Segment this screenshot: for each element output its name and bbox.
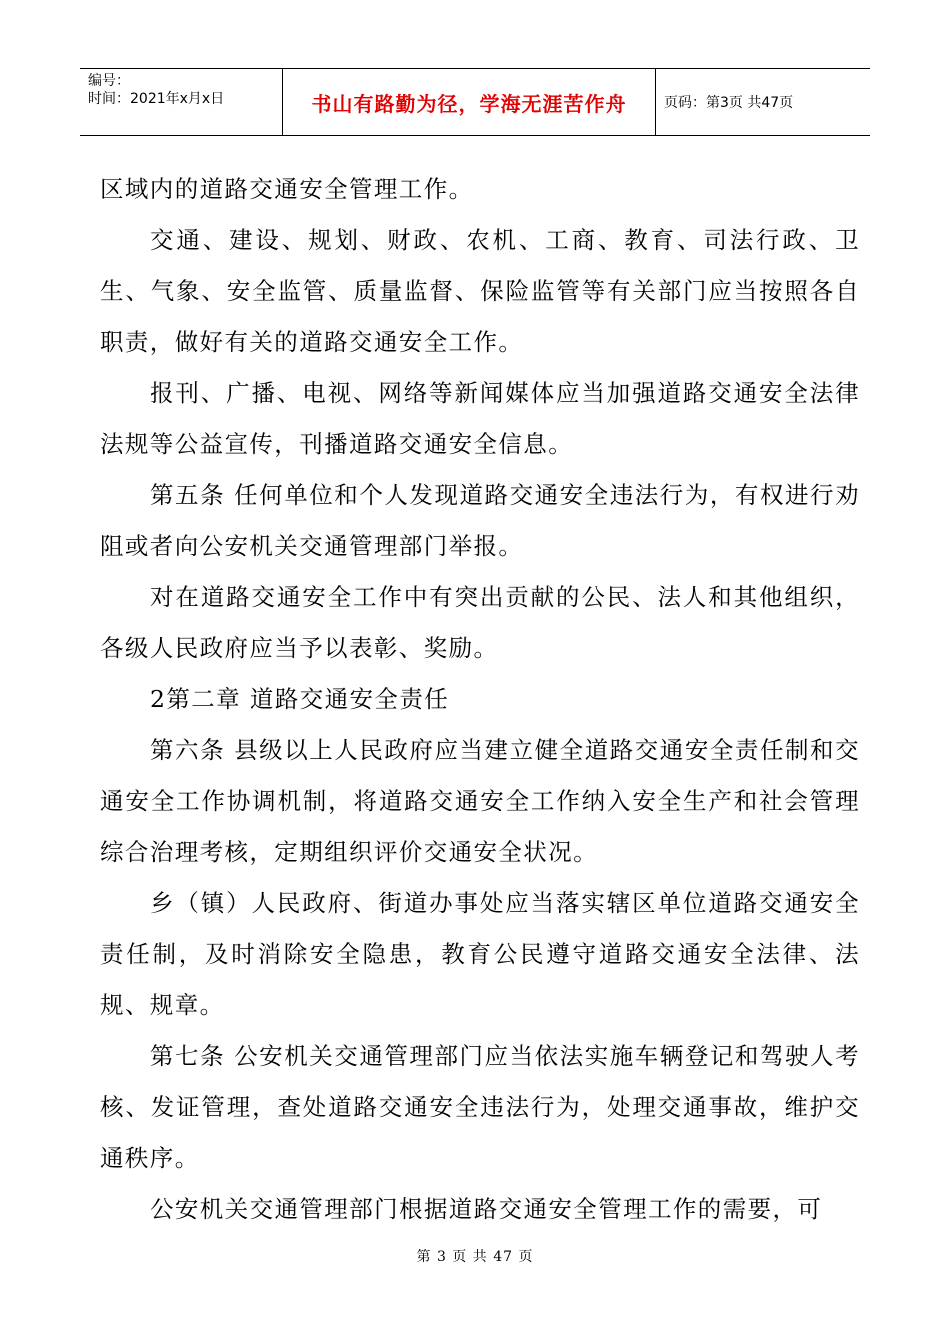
article-6-paragraph: 第六条 县级以上人民政府应当建立健全道路交通安全责任制和交通安全工作协调机制，将道路交通安全工作纳入安全生产和社会管理综合治理考核，定期组织评价交通安全状况。 — [100, 736, 860, 866]
page-header — [80, 68, 870, 136]
document-body — [100, 164, 860, 1235]
header-page-info: 页码：第3页 共47页 — [664, 95, 794, 111]
body-paragraph: 交通、建设、规划、财政、农机、工商、教育、司法行政、卫生、气象、安全监管、质量监督、保险监管等有关部门应当按照各自职责，做好有关的道路交通安全工作。 — [100, 226, 860, 356]
document-number-label: 编号： — [88, 73, 130, 89]
body-paragraph: 乡（镇）人民政府、街道办事处应当落实辖区单位道路交通安全责任制，及时消除安全隐患，教育公民遵守道路交通安全法律、法规、规章。 — [100, 889, 860, 1019]
document-time-label: 时间：2021年x月x日 — [88, 91, 225, 107]
body-paragraph: 公安机关交通管理部门根据道路交通安全管理工作的需要，可 — [150, 1195, 823, 1223]
article-7-paragraph: 第七条 公安机关交通管理部门应当依法实施车辆登记和驾驶人考核、发证管理，查处道路交通安全违法行为，处理交通事故，维护交通秩序。 — [100, 1042, 860, 1172]
chapter-heading: 2第二章 道路交通安全责任 — [150, 685, 450, 713]
page-footer: 第 3 页 共 47 页 — [416, 1249, 534, 1265]
header-page-cell — [656, 69, 870, 135]
header-motto-cell — [282, 69, 656, 135]
body-paragraph: 对在道路交通安全工作中有突出贡献的公民、法人和其他组织，各级人民政府应当予以表彰、奖励。 — [100, 583, 860, 662]
body-paragraph: 报刊、广播、电视、网络等新闻媒体应当加强道路交通安全法律法规等公益宣传，刊播道路交通安全信息。 — [100, 379, 860, 458]
article-5-paragraph: 第五条 任何单位和个人发现道路交通安全违法行为，有权进行劝阻或者向公安机关交通管理部门举报。 — [100, 481, 860, 560]
header-motto: 书山有路勤为径，学海无涯苦作舟 — [311, 91, 627, 116]
body-paragraph: 区域内的道路交通安全管理工作。 — [100, 175, 474, 203]
header-meta-cell — [80, 69, 282, 135]
